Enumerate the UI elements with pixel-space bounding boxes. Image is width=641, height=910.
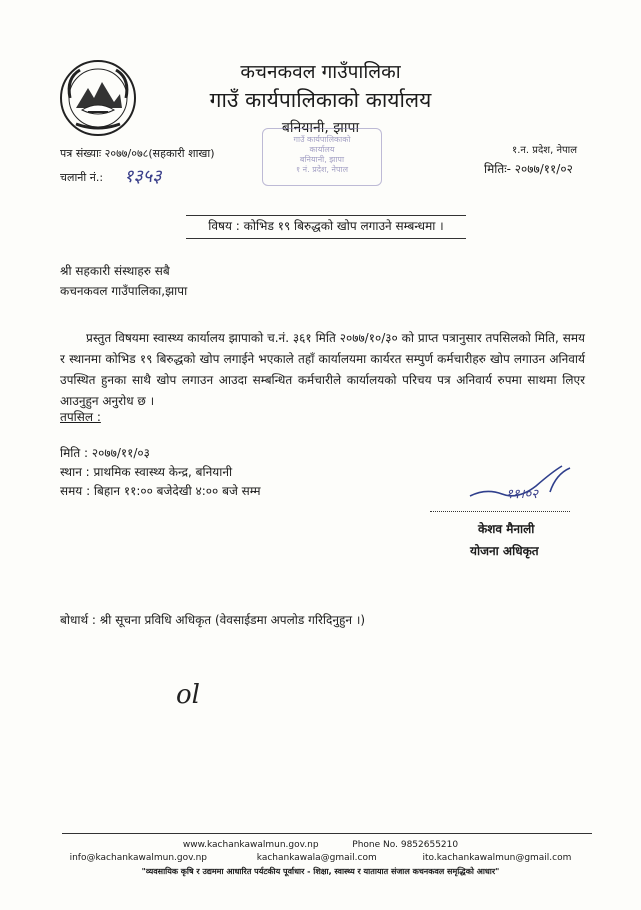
letter-date: मितिः- २०७७/११/०२ bbox=[484, 162, 573, 176]
details-place: स्थान : प्राथमिक स्वास्थ्य केन्द्र, बनियानी bbox=[60, 465, 233, 479]
office-stamp bbox=[262, 128, 382, 186]
details-time: समय : बिहान ११:०० बजेदेखी ४:०० बजे सम्म bbox=[60, 484, 261, 498]
footer-website[interactable]: www.kachankawalmun.gov.np bbox=[182, 840, 319, 850]
footer-line-2 bbox=[0, 853, 641, 863]
letter-body: प्रस्तुत विषयमा स्वास्थ्य कार्यालय झापाको च.नं. ३६१ मिति २०७७/१०/३० को प्राप्त पत्रानुसार तपसिलको मिति, समय र स्थानमा कोभिड १९ बिरुद्धको खोप लगाईने भएकाले तहाँ कार्यालयमा कार्यरत सम्पुर्ण कर्मचारीहरु खोप लगाउन अनिवार्य उपस्थित हुनका साथै खोप लगाउन आउदा सम्बन्धित कर्मचारीले कार्यालयको परिचय पत्र अनिवार्य रुपमा साथमा लिएर आउनुहुन अनुरोध छ । bbox=[60, 331, 585, 408]
details-heading: तपसिल : bbox=[60, 410, 101, 424]
recipient-line-1: श्री सहकारी संस्थाहरु सबै bbox=[60, 264, 170, 278]
signature-line bbox=[430, 511, 570, 512]
stamp-line: गाउँ कार्यपालिकाको bbox=[293, 135, 351, 144]
dispatch-number-label: चलानी नं.: bbox=[60, 171, 104, 184]
cc-line: बोधार्थ : श्री सूचना प्रविधि अधिकृत (वेवसाईडमा अपलोड गरिदिनुहुन ।) bbox=[60, 613, 366, 627]
footer-phone: Phone No. 9852655210 bbox=[352, 840, 459, 850]
subject-line: विषय : कोभिड १९ बिरुद्धको खोप लगाउने सम्बन्धमा । bbox=[208, 219, 444, 233]
letter-ref-number: पत्र संख्याः २०७७/०७८(सहकारी शाखा) bbox=[60, 147, 215, 160]
handwritten-note: ol bbox=[176, 680, 200, 710]
footer-divider bbox=[62, 833, 592, 834]
recipient-line-2: कचनकवल गाउँपालिका,झापा bbox=[60, 284, 188, 298]
details-date: मिति : २०७७/११/०३ bbox=[60, 446, 150, 460]
province-text: १.न. प्रदेश, नेपाल bbox=[512, 145, 578, 156]
stamp-line: बनियानी, झापा bbox=[299, 155, 345, 164]
footer-email-ito[interactable]: ito.kachankawalmun@gmail.com bbox=[422, 853, 572, 863]
stamp-line: १ नं. प्रदेश, नेपाल bbox=[295, 165, 349, 174]
footer-email-gmail[interactable]: kachankawala@gmail.com bbox=[256, 853, 377, 863]
signatory-title: योजना अधिकृत bbox=[470, 544, 539, 558]
stamp-line: कार्यालय bbox=[309, 145, 335, 154]
municipality-name: कचनकवल गाउँपालिका bbox=[240, 61, 401, 83]
dispatch-number-handwritten: १३५३ bbox=[124, 166, 162, 187]
signatory-name: केशव मैनाली bbox=[478, 522, 535, 536]
office-name: गाउँ कार्यपालिकाको कार्यालय bbox=[209, 88, 432, 112]
footer-motto: "व्यवसायिक कृषि र उद्यममा आधारित पर्यटकीय पूर्वाधार - शिक्षा, स्वास्थ्य र यातायात संजाल कचनकवल समृद्धिको आधार" bbox=[141, 867, 500, 876]
footer-line-1 bbox=[0, 840, 641, 850]
signature-date: ११।०२ bbox=[506, 487, 538, 502]
office-address: बनियानी, झापा bbox=[281, 120, 360, 136]
footer-email-info[interactable]: info@kachankawalmun.gov.np bbox=[69, 853, 208, 863]
